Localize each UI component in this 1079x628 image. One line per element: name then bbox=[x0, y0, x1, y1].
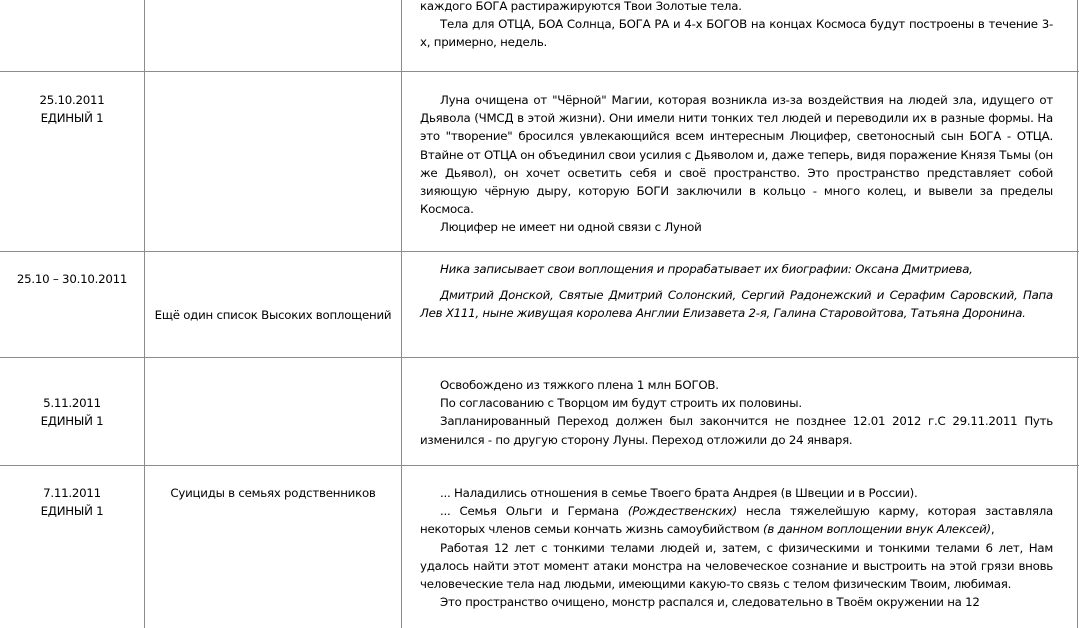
paragraph: Это пространство очищено, монстр распался и, следовательно в Твоём окружении на 12 bbox=[440, 595, 980, 610]
date-value: 25.10 – 30.10.2011 bbox=[16, 272, 128, 286]
paragraph: Запланированный Переход должен был закончится не позднее 12.01 2012 г.С 29.11.2011 Путь изменился - по другую сторону Луны. Переход отложили до 24 января. bbox=[420, 414, 1053, 447]
date-value: 25.10.2011 bbox=[39, 93, 105, 107]
italic-fragment: (в данном воплощении внук Алексей) bbox=[763, 522, 991, 537]
italic-fragment: (Рождественских) bbox=[627, 504, 737, 519]
paragraph bbox=[420, 502, 1053, 538]
paragraph: Ника записывает свои воплощения и прорабатывает их биографии: Оксана Дмитриева, bbox=[440, 262, 973, 276]
paragraph: По согласованию с Творцом им будут строить их половины. bbox=[440, 396, 802, 411]
entry-text bbox=[420, 484, 1053, 611]
entry-date bbox=[0, 394, 144, 430]
paragraph: каждого БОГА растиражируются Твои Золотые тела. bbox=[420, 0, 742, 13]
date-label: ЕДИНЫЙ 1 bbox=[40, 504, 104, 518]
date-value: 7.11.2011 bbox=[43, 486, 101, 500]
paragraph: Тела для ОТЦА, БОА Солнца, БОГА РА и 4-х БОГОВ на концах Космоса будут построены в течение 3-х, примерно, недель. bbox=[420, 17, 1053, 50]
entry-date bbox=[0, 91, 144, 127]
row-divider bbox=[0, 251, 1079, 252]
column-divider bbox=[1077, 0, 1078, 628]
date-value: 5.11.2011 bbox=[43, 396, 101, 410]
paragraph-part: ... Семья Ольги и Германа (Рождественских) несла тяжелейшую карму, которая заставляла некоторых членов семьи кончать жизнь самоубийством (в данном воплощении внук Алексей), bbox=[420, 504, 1053, 537]
date-label: ЕДИНЫЙ 1 bbox=[40, 111, 104, 125]
row-divider bbox=[0, 357, 1079, 358]
entry-topic: Суициды в семьях родственников bbox=[170, 486, 376, 500]
row-divider bbox=[0, 71, 1079, 72]
row-divider bbox=[0, 465, 1079, 466]
entry-text bbox=[420, 260, 1053, 323]
paragraph: Луна очищена от "Чёрной" Магии, которая возникла из-за воздействия на людей зла, идущего от Дьявола (ЧМСД в этой жизни). Они имели нити тонких тел людей и переводили их в разные формы. На это "творение" бросился увлекающийся всем интересным Люцифер, светоносный сын БОГА - ОТЦА. Втайне от ОТЦА он объединил свои усилия с Дьяволом и, даже теперь, видя поражение Князя Тьмы (он же Дьявол), он хочет осветить себя и своё пространство. Это пространство представляет собой зияющую чёрную дыру, которую БОГИ заключили в кольцо - много колец, и вывели за пределы Космоса. bbox=[420, 93, 1053, 217]
entry-date bbox=[0, 270, 144, 288]
entry-date bbox=[0, 484, 144, 520]
paragraph: Дмитрий Донской, Святые Дмитрий Солонский, Сергий Радонежский и Серафим Саровский, Папа Лев Х111, ныне живущая королева Англии Елизавета 2-я, Галина Старовойтова, Татьяна Доронина. bbox=[420, 288, 1053, 321]
paragraph: Работая 12 лет с тонкими телами людей и, затем, с физическими и тонкими телами 6 лет, Нам удалось найти этот момент атаки монстра на человеческое сознание и выстроить на этой грязи вновь человеческие тела над людьми, имеющими какую-то связь с телом физическим Твоим, любимая. bbox=[420, 540, 1053, 592]
column-divider bbox=[401, 0, 402, 628]
paragraph: ... Наладились отношения в семье Твоего брата Андрея (в Швеции и в России). bbox=[440, 486, 918, 500]
entry-text bbox=[420, 91, 1053, 237]
entry-text bbox=[420, 376, 1053, 449]
date-label: ЕДИНЫЙ 1 bbox=[40, 414, 104, 428]
paragraph: Освобождено из тяжкого плена 1 млн БОГОВ. bbox=[440, 378, 719, 392]
entry-topic: Ещё один список Высоких воплощений bbox=[154, 308, 392, 322]
entry-text bbox=[420, 0, 1053, 52]
paragraph: Люцифер не имеет ни одной связи с Луной bbox=[440, 220, 702, 235]
